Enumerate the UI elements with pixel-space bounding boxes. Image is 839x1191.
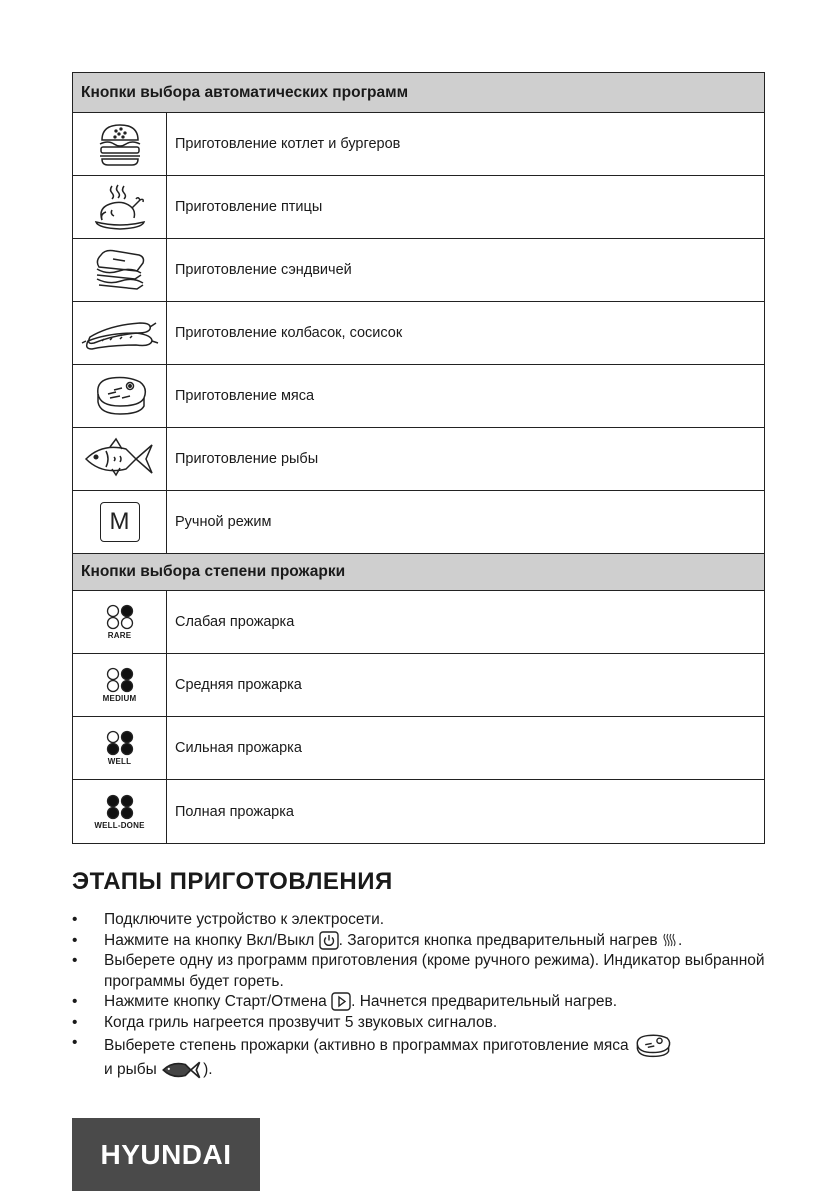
- doneness-rare-icon: [103, 604, 137, 640]
- poultry-icon: [73, 176, 167, 238]
- row-label: Приготовление сэндвичей: [175, 262, 352, 278]
- row-label: Ручной режим: [175, 514, 272, 530]
- doneness-code: WELL: [107, 757, 132, 766]
- list-item: • Выберете степень прожарки (активно в программах приготовление мяса и рыбы ).: [72, 1033, 782, 1081]
- table-row: [73, 591, 764, 654]
- sandwich-icon: [73, 239, 167, 301]
- steps-list: [72, 910, 782, 1081]
- section-title: ЭТАПЫ ПРИГОТОВЛЕНИЯ: [72, 868, 393, 895]
- table-row: [73, 113, 764, 176]
- row-label: Приготовление птицы: [175, 199, 323, 215]
- list-item: • Подключите устройство к электросети.: [72, 910, 782, 931]
- programs-table: [72, 72, 765, 844]
- meat-icon: [73, 365, 167, 427]
- doneness-code: RARE: [107, 631, 132, 640]
- row-label: Приготовление котлет и бургеров: [175, 136, 401, 152]
- fish-icon: [161, 1059, 203, 1081]
- power-button-icon: [319, 931, 339, 950]
- row-label: Средняя прожарка: [175, 677, 302, 693]
- row-label: Полная прожарка: [175, 803, 294, 820]
- list-item: • Нажмите кнопку Старт/Отмена . Начнется предварительный нагрев.: [72, 992, 782, 1013]
- doneness-code: WELL-DONE: [94, 820, 145, 830]
- table-row: [73, 654, 764, 717]
- table-row: [73, 717, 764, 780]
- table-row: [73, 365, 764, 428]
- table-row: [73, 428, 764, 491]
- doneness-header: Кнопки выбора степени прожарки: [73, 554, 764, 591]
- table-row: [73, 176, 764, 239]
- list-item: • Нажмите на кнопку Вкл/Выкл . Загорится кнопка предварительный нагрев .: [72, 931, 782, 952]
- list-item: • Выберете одну из программ приготовления (кроме ручного режима). Индикатор выбранной программы будет гореть.: [72, 951, 782, 992]
- brand-logo: HYUNDAI: [72, 1118, 260, 1191]
- preheat-icon: [662, 932, 678, 948]
- meat-icon: [633, 1033, 673, 1059]
- table-row: [73, 302, 764, 365]
- doneness-well-done-icon: [94, 794, 144, 830]
- table-row: [73, 239, 764, 302]
- doneness-medium-icon: [103, 667, 137, 703]
- programs-header: Кнопки выбора автоматических программ: [73, 73, 764, 113]
- row-label: Слабая прожарка: [175, 614, 295, 630]
- row-label: Приготовление колбасок, сосисок: [175, 325, 403, 341]
- burger-icon: [73, 113, 167, 175]
- doneness-well-icon: [103, 730, 137, 766]
- row-label: Приготовление рыбы: [175, 451, 319, 467]
- list-item: • Когда гриль нагреется прозвучит 5 звуковых сигналов.: [72, 1013, 782, 1034]
- doneness-code: MEDIUM: [102, 694, 137, 703]
- row-label: Сильная прожарка: [175, 740, 302, 756]
- table-row: [73, 780, 764, 843]
- sausage-icon: [73, 302, 167, 364]
- row-label: Приготовление мяса: [175, 388, 315, 404]
- table-row: [73, 491, 764, 554]
- fish-icon: [73, 428, 167, 490]
- manual-mode-icon: M: [100, 502, 140, 542]
- start-cancel-button-icon: [331, 992, 351, 1011]
